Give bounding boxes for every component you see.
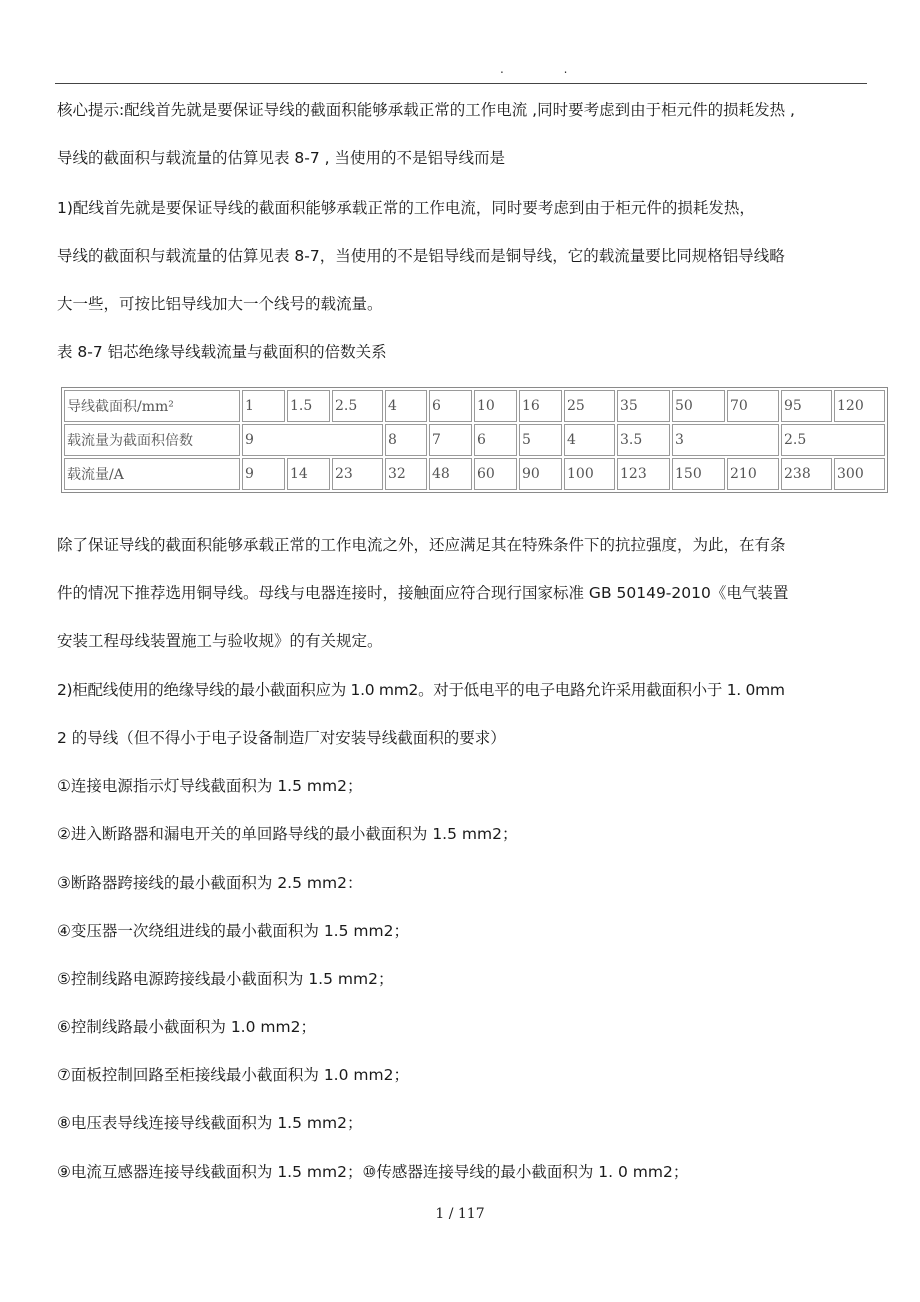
list-item: ⑤控制线路电源跨接线最小截面积为 1.5 mm2； xyxy=(57,970,394,988)
table-cell: 2.5 xyxy=(332,390,383,422)
paragraph-2-cont: 件的情况下推荐选用铜导线。母线与电器连接时，接触面应符合现行国家标准 GB 50149-2010《电气装置 xyxy=(57,584,789,602)
paragraph-1: 1)配线首先就是要保证导线的截面积能够承载正常的工作电流，同时要考虑到由于柜元件的损耗发热， xyxy=(57,199,755,217)
paragraph-1-cont: 导线的截面积与载流量的估算见表 8-7，当使用的不是铝导线而是铜导线，它的载流量要比同规格铝导线略 xyxy=(57,247,785,265)
list-item: ②进入断路器和漏电开关的单回路导线的最小截面积为 1.5 mm2； xyxy=(57,825,518,843)
table-cell: 32 xyxy=(385,458,427,490)
table-cell: 9 xyxy=(242,458,285,490)
table-cell: 210 xyxy=(727,458,779,490)
table-cell: 载流量为截面积倍数 xyxy=(64,424,240,456)
table-row xyxy=(64,390,885,422)
table-cell: 6 xyxy=(429,390,472,422)
table-cell: 5 xyxy=(519,424,562,456)
table-cell: 7 xyxy=(429,424,472,456)
table-cell: 48 xyxy=(429,458,472,490)
list-item: ⑦面板控制回路至柜接线最小截面积为 1.0 mm2； xyxy=(57,1066,409,1084)
table-cell: 238 xyxy=(781,458,832,490)
table-cell: 120 xyxy=(834,390,885,422)
table-cell: 10 xyxy=(474,390,517,422)
table-caption: 表 8-7 铝芯绝缘导线载流量与截面积的倍数关系 xyxy=(57,343,387,361)
table-cell: 23 xyxy=(332,458,383,490)
paragraph-1-end: 大一些，可按比铝导线加大一个线号的载流量。 xyxy=(57,295,383,313)
paragraph-summary-cont: 导线的截面积与载流量的估算见表 8-7 , 当使用的不是铝导线而是 xyxy=(57,149,506,167)
header-rule xyxy=(55,83,867,84)
table-cell: 导线截面积/mm² xyxy=(64,390,240,422)
paragraph-summary: 核心提示:配线首先就是要保证导线的截面积能够承载正常的工作电流 ,同时要考虑到由于柜元件的损耗发热 , xyxy=(57,101,795,119)
current-capacity-table xyxy=(61,387,888,493)
page-number: 1 / 117 xyxy=(435,1206,485,1222)
table-cell: 3.5 xyxy=(617,424,670,456)
table-cell: 70 xyxy=(727,390,779,422)
table-row xyxy=(64,424,885,456)
table-cell: 4 xyxy=(385,390,427,422)
list-item: ①连接电源指示灯导线截面积为 1.5 mm2； xyxy=(57,777,363,795)
list-item: ⑨电流互感器连接导线截面积为 1.5 mm2；⑩传感器连接导线的最小截面积为 1. 0 mm2； xyxy=(57,1163,689,1181)
table-cell: 100 xyxy=(564,458,615,490)
paragraph-2-end: 安装工程母线装置施工与验收规》的有关规定。 xyxy=(57,632,383,650)
table-cell: 6 xyxy=(474,424,517,456)
paragraph-3: 2)柜配线使用的绝缘导线的最小截面积应为 1.0 mm2。对于低电平的电子电路允许采用截面积小于 1. 0mm xyxy=(57,681,785,699)
paragraph-2: 除了保证导线的截面积能够承载正常的工作电流之外，还应满足其在特殊条件下的抗拉强度，为此，在有条 xyxy=(57,536,786,554)
table-cell: 25 xyxy=(564,390,615,422)
table-cell: 4 xyxy=(564,424,615,456)
table-cell: 50 xyxy=(672,390,725,422)
table-cell: 95 xyxy=(781,390,832,422)
table-row xyxy=(64,458,885,490)
table-cell: 载流量/A xyxy=(64,458,240,490)
table-cell: 35 xyxy=(617,390,670,422)
list-item: ⑥控制线路最小截面积为 1.0 mm2； xyxy=(57,1018,316,1036)
table-cell: 16 xyxy=(519,390,562,422)
table-cell: 1.5 xyxy=(287,390,330,422)
table-cell: 14 xyxy=(287,458,330,490)
table-cell: 9 xyxy=(242,424,383,456)
table-cell: 60 xyxy=(474,458,517,490)
table-cell: 150 xyxy=(672,458,725,490)
header-dots: . . xyxy=(500,62,596,76)
table-cell: 90 xyxy=(519,458,562,490)
list-item: ④变压器一次绕组进线的最小截面积为 1.5 mm2； xyxy=(57,922,409,940)
table-cell: 1 xyxy=(242,390,285,422)
list-item: ③断路器跨接线的最小截面积为 2.5 mm2： xyxy=(57,874,363,892)
table-cell: 3 xyxy=(672,424,779,456)
table-cell: 300 xyxy=(834,458,885,490)
list-item: ⑧电压表导线连接导线截面积为 1.5 mm2； xyxy=(57,1114,363,1132)
table-cell: 123 xyxy=(617,458,670,490)
paragraph-3-cont: 2 的导线（但不得小于电子设备制造厂对安装导线截面积的要求） xyxy=(57,729,506,747)
table-cell: 8 xyxy=(385,424,427,456)
table-cell: 2.5 xyxy=(781,424,885,456)
